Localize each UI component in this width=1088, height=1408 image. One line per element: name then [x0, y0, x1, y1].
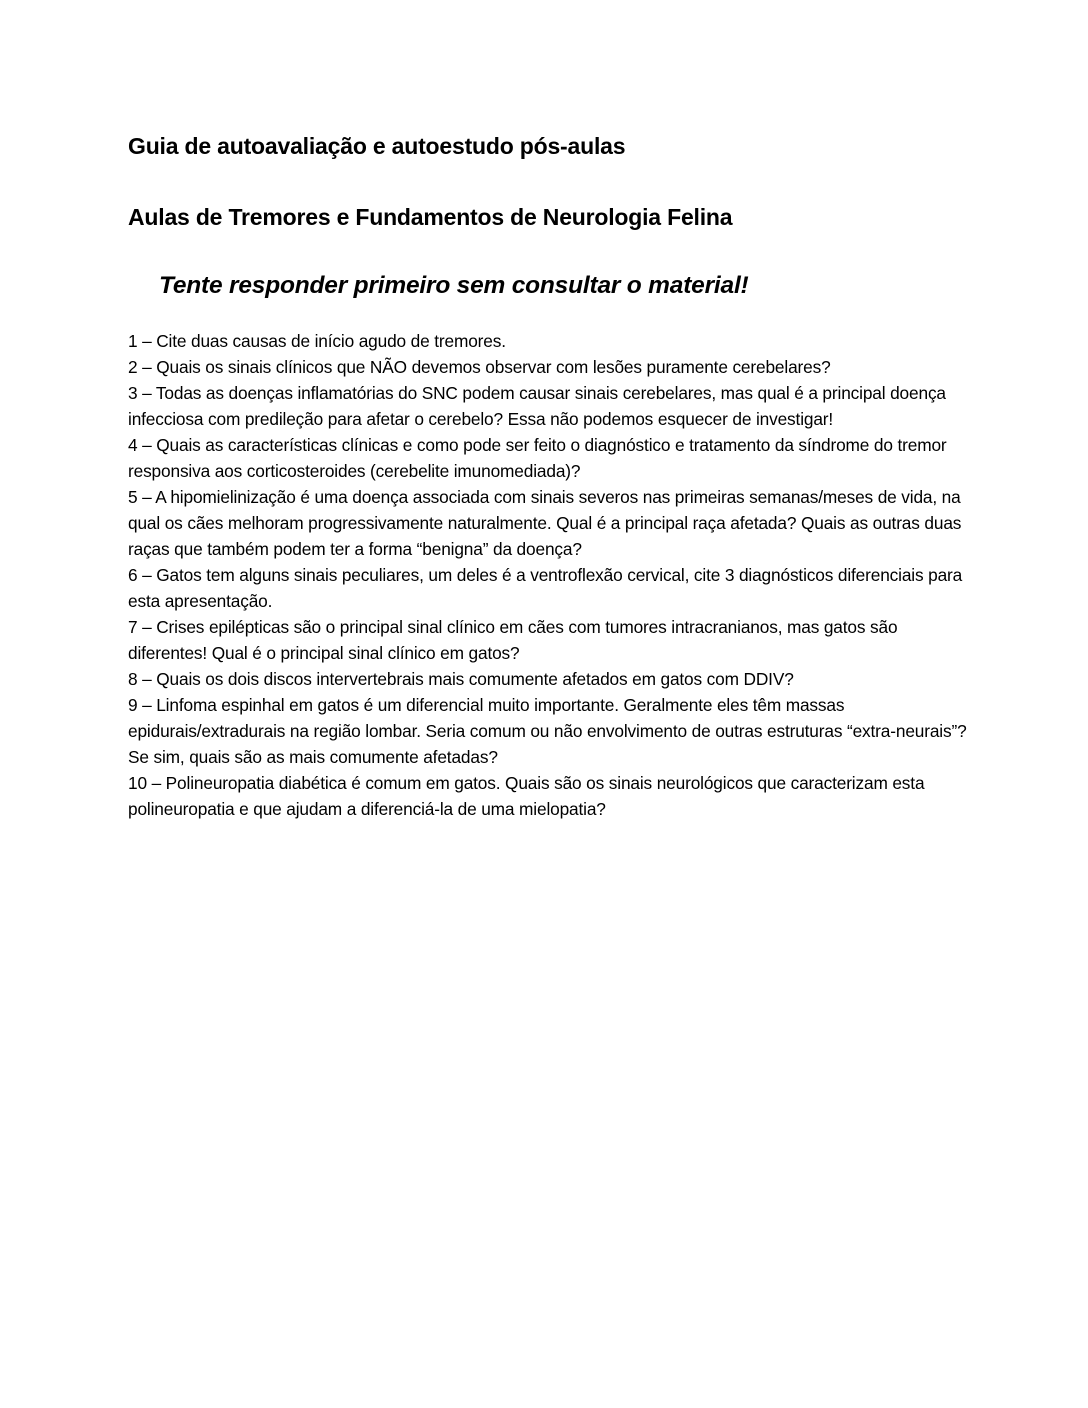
question-item: 3 – Todas as doenças inflamatórias do SNC podem causar sinais cerebelares, mas qual é a principal doença infecciosa com predileção para afetar o cerebelo? Essa não podemos esquecer de investigar!: [128, 383, 946, 429]
question-item: 6 – Gatos tem alguns sinais peculiares, um deles é a ventroflexão cervical, cite 3 diagnósticos diferenciais para esta apresentação.: [128, 565, 963, 611]
question-item: 1 – Cite duas causas de início agudo de tremores.: [128, 331, 506, 351]
instruction-text: Tente responder primeiro sem consultar o material!: [159, 272, 749, 299]
question-item: 4 – Quais as características clínicas e como pode ser feito o diagnóstico e tratamento da síndrome do tremor responsiva aos corticosteroides (cerebelite imunomediada)?: [128, 435, 947, 481]
question-item: 2 – Quais os sinais clínicos que NÃO devemos observar com lesões puramente cerebelares?: [128, 357, 831, 377]
document-title: Guia de autoavaliação e autoestudo pós-aulas: [128, 133, 626, 159]
question-item: 5 – A hipomielinização é uma doença associada com sinais severos nas primeiras semanas/meses de vida, na qual os cães melhoram progressivamente naturalmente. Qual é a principal raça afetada? Quais as outras duas raças que também podem ter a forma “benigna” da doença?: [128, 487, 962, 559]
question-item: 9 – Linfoma espinhal em gatos é um diferencial muito importante. Geralmente eles têm massas epidurais/extradurais na região lombar. Seria comum ou não envolvimento de outras estruturas “extra-neurais”? Se sim, quais são as mais comumente afetadas?: [128, 695, 967, 767]
question-list: [128, 328, 973, 822]
question-item: 10 – Polineuropatia diabética é comum em gatos. Quais são os sinais neurológicos que caracterizam esta polineuropatia e que ajudam a diferenciá-la de uma mielopatia?: [128, 773, 925, 819]
question-item: 7 – Crises epilépticas são o principal sinal clínico em cães com tumores intracranianos, mas gatos são diferentes! Qual é o principal sinal clínico em gatos?: [128, 617, 898, 663]
document-subtitle: Aulas de Tremores e Fundamentos de Neurologia Felina: [128, 204, 733, 230]
question-item: 8 – Quais os dois discos intervertebrais mais comumente afetados em gatos com DDIV?: [128, 669, 794, 689]
